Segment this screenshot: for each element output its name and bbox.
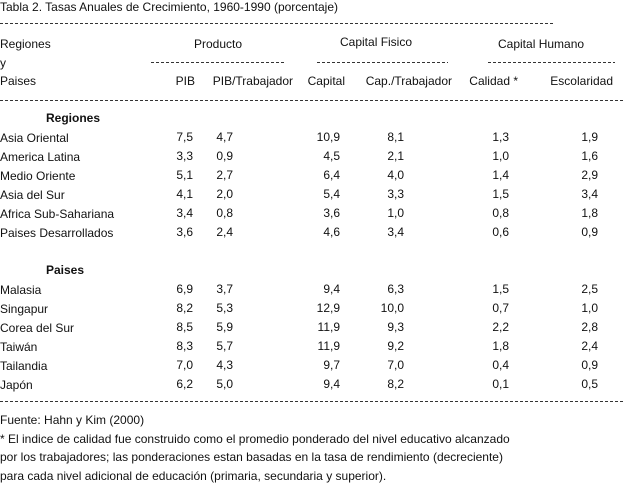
footer-note: para cada nivel adicional de educación (primaria, secundaria y superior). [0,469,387,483]
footer-note: por los trabajadores; las ponderaciones estan basadas en la tasa de rendimiento (decreciente) [0,450,503,464]
cell-value: 0,9 [581,358,598,372]
cell-value: 7,0 [387,358,404,372]
cell-value: 3,6 [323,206,340,220]
cell-value: 5,7 [216,339,233,353]
column-header: Escolaridad [550,74,613,88]
cell-value: 6,3 [387,282,404,296]
cell-value: 6,4 [323,168,340,182]
cell-value: 0,9 [216,149,233,163]
cell-value: 3,4 [387,225,404,239]
row-name: Japón [0,378,33,392]
cell-value: 0,9 [581,225,598,239]
cell-value: 4,5 [323,149,340,163]
row-name: Asia Oriental [0,131,69,145]
cell-value: 6,2 [176,377,193,391]
cell-value: 0,8 [492,206,509,220]
cell-value: 1,8 [581,206,598,220]
cell-value: 3,4 [176,206,193,220]
cell-value: 0,6 [492,225,509,239]
cell-value: 3,6 [176,225,193,239]
cell-value: 1,3 [492,130,509,144]
row-name: Medio Oriente [0,169,76,183]
cell-value: 11,9 [317,339,340,353]
cell-value: 8,2 [387,377,404,391]
column-header: PIB [175,74,195,88]
cell-value: 11,9 [317,320,340,334]
cell-value: 0,8 [216,206,233,220]
column-header: Cap./Trabajador [365,74,452,88]
footer-note: * El indice de calidad fue construido como el promedio ponderado del nivel educativo alcanzado [0,432,510,446]
cell-value: 4,1 [176,187,193,201]
cell-value: 1,5 [492,187,509,201]
cell-value: 2,5 [581,282,598,296]
cell-value: 5,4 [323,187,340,201]
column-header: Capital [307,74,345,88]
divider [0,100,623,101]
row-name: Taiwán [0,340,38,354]
cell-value: 2,0 [216,187,233,201]
cell-value: 9,4 [323,377,340,391]
cell-value: 3,3 [387,187,404,201]
cell-value: 5,9 [216,320,233,334]
cell-value: 5,0 [216,377,233,391]
cell-value: 8,3 [176,339,193,353]
cell-value: 7,5 [176,130,193,144]
footer-source: Fuente: Hahn y Kim (2000) [0,413,145,427]
table-title: Tabla 2. Tasas Anuales de Crecimiento, 1960-1990 (porcentaje) [0,0,338,14]
column-header: PIB/Trabajador [212,74,293,88]
cell-value: 2,9 [581,168,598,182]
row-name: Corea del Sur [0,321,75,335]
cell-value: 4,7 [216,130,233,144]
cell-value: 7,0 [176,358,193,372]
cell-value: 1,0 [581,301,598,315]
cell-value: 9,3 [387,320,404,334]
cell-value: 2,4 [581,339,598,353]
row-name: Malasia [0,283,42,297]
cell-value: 1,4 [492,168,509,182]
row-name: America Latina [0,150,81,164]
cell-value: 1,6 [581,149,598,163]
row-name: Africa Sub-Sahariana [0,207,115,221]
group-underline [317,62,448,63]
divider [0,401,623,402]
cell-value: 5,3 [216,301,233,315]
row-name: Asia del Sur [0,188,65,202]
row-label-header: Regiones [0,37,51,51]
cell-value: 3,3 [176,149,193,163]
section-heading: Regiones [46,111,101,125]
cell-value: 4,3 [216,358,233,372]
row-name: Tailandia [0,359,48,373]
cell-value: 0,1 [492,377,509,391]
group-header-capital-humano: Capital Humano [498,37,585,51]
cell-value: 9,2 [387,339,404,353]
row-name: Paises Desarrollados [0,226,114,240]
cell-value: 2,7 [216,168,233,182]
cell-value: 0,5 [581,377,598,391]
cell-value: 2,4 [216,225,233,239]
group-header-capital-fisico: Capital Fisico [340,35,413,49]
cell-value: 1,0 [387,206,404,220]
cell-value: 8,2 [176,301,193,315]
cell-value: 10,9 [316,130,340,144]
row-name: Singapur [0,302,49,316]
cell-value: 9,7 [323,358,340,372]
cell-value: 1,0 [492,149,509,163]
row-label-header: Paises [0,74,37,88]
column-header: Calidad * [469,74,518,88]
cell-value: 12,9 [316,301,340,315]
group-underline [151,62,284,63]
cell-value: 2,2 [492,320,509,334]
cell-value: 2,8 [581,320,598,334]
cell-value: 1,9 [581,130,598,144]
cell-value: 0,4 [492,358,509,372]
cell-value: 3,4 [581,187,598,201]
section-heading: Paises [46,263,85,277]
cell-value: 10,0 [380,301,404,315]
cell-value: 1,8 [492,339,509,353]
cell-value: 8,5 [176,320,193,334]
cell-value: 4,6 [323,225,340,239]
cell-value: 3,7 [216,282,233,296]
cell-value: 5,1 [176,168,193,182]
cell-value: 4,0 [387,168,404,182]
cell-value: 0,7 [492,301,509,315]
cell-value: 1,5 [492,282,509,296]
cell-value: 8,1 [387,130,404,144]
divider [0,23,555,24]
cell-value: 2,1 [387,149,404,163]
row-label-header: y [0,56,6,70]
cell-value: 9,4 [323,282,340,296]
group-underline [488,62,615,63]
group-header-producto: Producto [194,37,243,51]
cell-value: 6,9 [176,282,193,296]
